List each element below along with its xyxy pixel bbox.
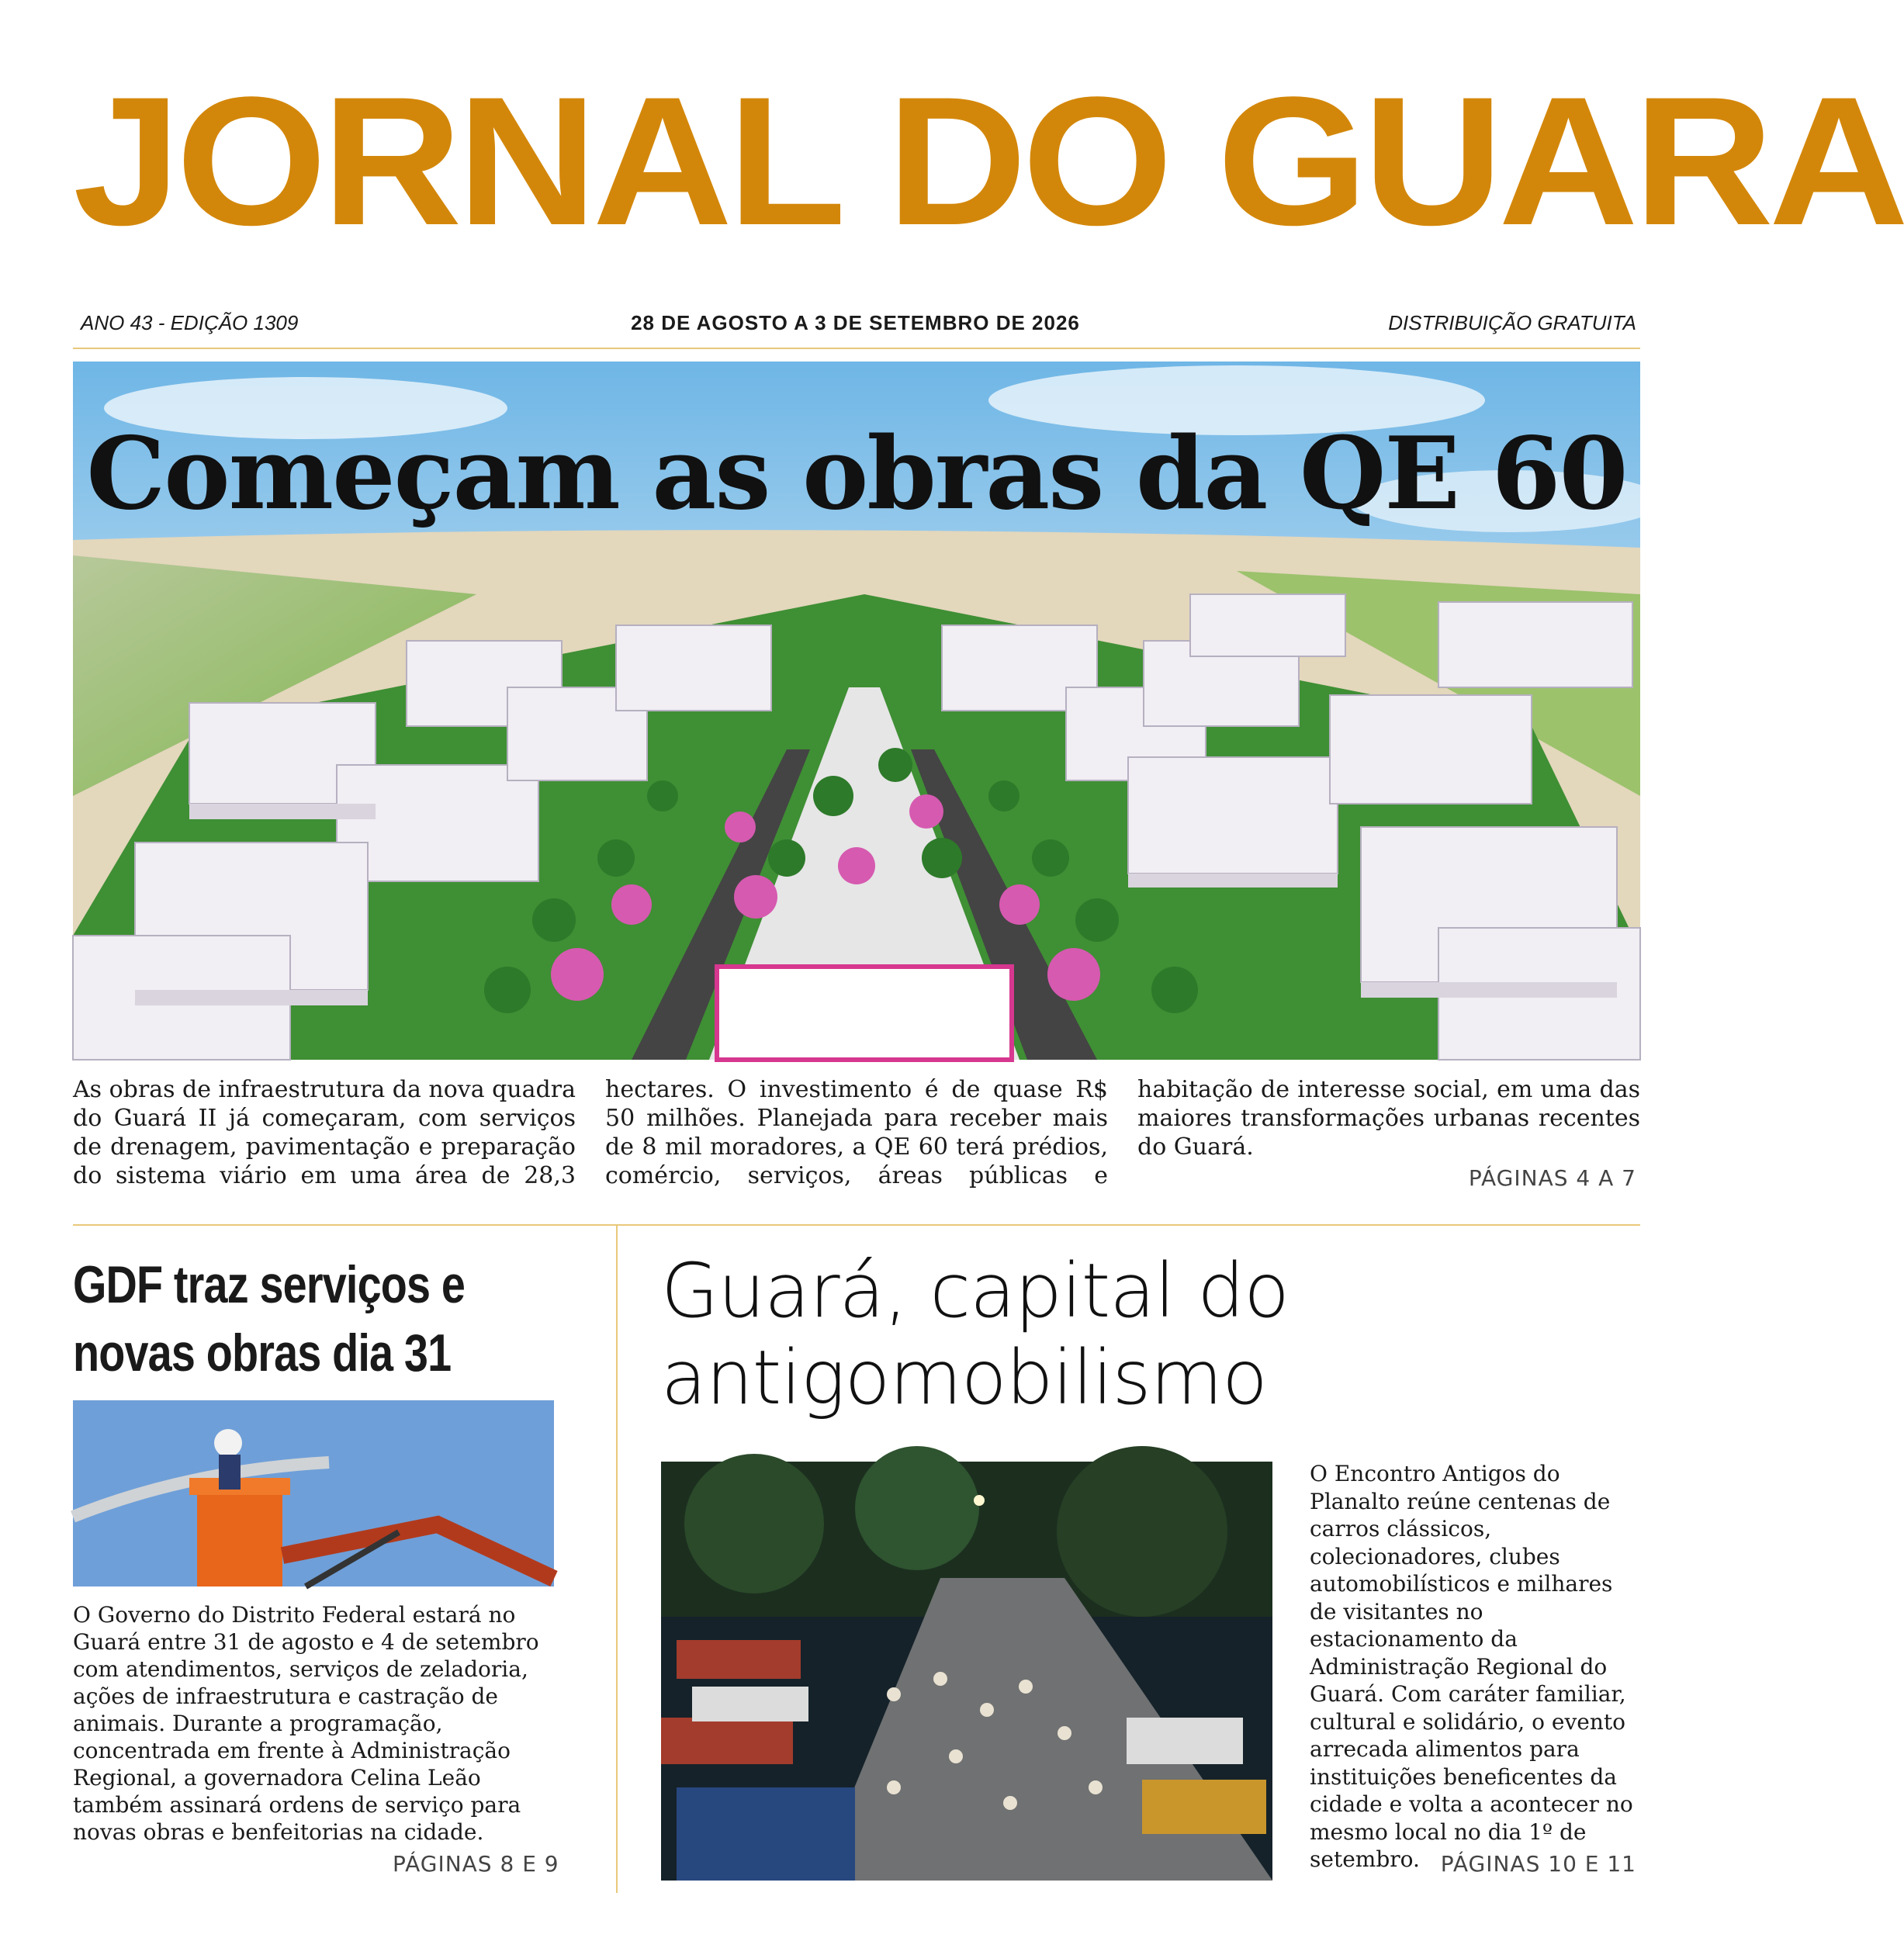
hero-pages-ref: PÁGINAS 4 A 7 bbox=[1468, 1165, 1636, 1191]
guara-pages-ref: PÁGINAS 10 E 11 bbox=[1440, 1851, 1636, 1877]
guara-body-text: O Encontro Antigos do Planalto reúne centenas de carros clássicos, colecionadores, clubes automobilísticos e milhares de visitantes no estacionamento da Administração Regional do Guará. Com caráter familiar, cultural e solidário, o evento arrecada alimentos para instituições beneficentes da cidade e volta a acontecer no mesmo local no dia 1º de setembro. bbox=[1310, 1461, 1633, 1872]
guara-headline-line-2: antigomobilismo bbox=[661, 1334, 1267, 1421]
gdf-headline-line-1: GDF traz serviços e bbox=[73, 1255, 466, 1314]
section-rule bbox=[73, 1224, 1640, 1226]
gdf-headline bbox=[73, 1251, 582, 1387]
hero-lead-text: As obras de infraestrutura da nova quadra do Guará II já começaram, com serviços de drenagem, pavimentação e preparação do sistema viário em uma área de 28,3 hectares. O investimento é de quase R$ 50 milhões. Planejada para receber mais de 8 mil moradores, a QE 60 terá prédios, comércio, serviços, áreas públicas e habitação de interesse social, em uma das maiores transformações urbanas recentes do Guará. bbox=[73, 1076, 1640, 1189]
masthead-title: JORNAL DO GUARA bbox=[73, 59, 1904, 264]
guara-headline bbox=[661, 1247, 1592, 1421]
gdf-headline-line-2: novas obras dia 31 bbox=[73, 1324, 452, 1382]
date-range: 28 DE AGOSTO A 3 DE SETEMBRO DE 2026 bbox=[631, 311, 1080, 334]
distribution-label: DISTRIBUIÇÃO GRATUITA bbox=[1388, 311, 1636, 334]
guara-photo bbox=[661, 1462, 1272, 1881]
gdf-photo bbox=[73, 1400, 554, 1586]
hero-image bbox=[73, 362, 1640, 1060]
guara-headline-line-1: Guará, capital do bbox=[661, 1247, 1289, 1334]
hero-headline: Começam as obras da QE 60 bbox=[86, 416, 1627, 532]
edition-label: ANO 43 - EDIÇÃO 1309 bbox=[81, 311, 299, 334]
header-rule bbox=[73, 348, 1640, 349]
column-divider bbox=[616, 1226, 618, 1893]
gdf-body-text: O Governo do Distrito Federal estará no Guará entre 31 de agosto e 4 de setembro com atendimentos, serviços de zeladoria, ações de infraestrutura e castração de animais. Durante a programação, concentrada em frente à Administração Regional, a governadora Celina Leão também assinará ordens de serviço para novas obras e benfeitorias na cidade. bbox=[73, 1602, 539, 1845]
gdf-pages-ref: PÁGINAS 8 E 9 bbox=[393, 1851, 559, 1877]
